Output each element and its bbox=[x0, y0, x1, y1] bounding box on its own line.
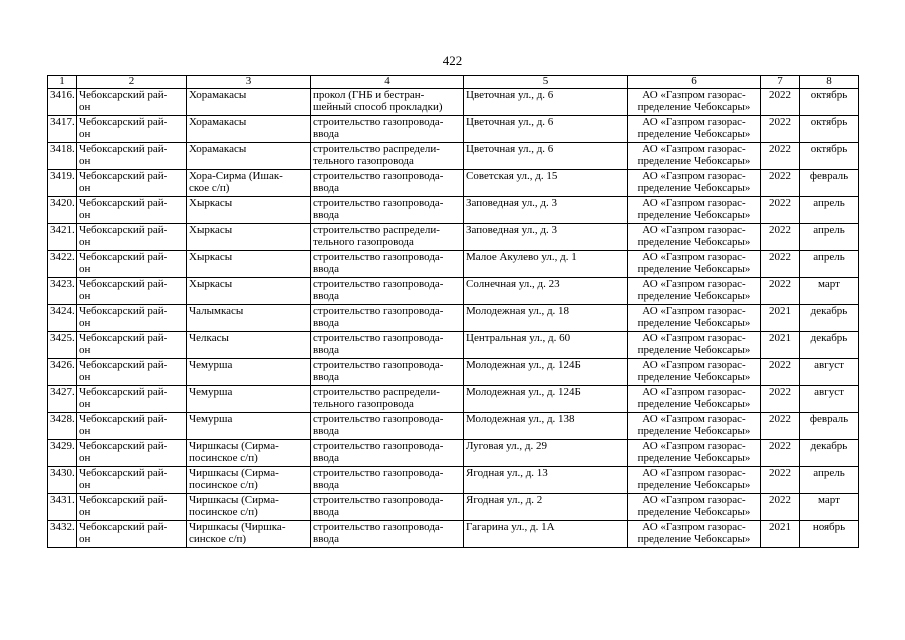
cell-line: АО «Газпром газорас- bbox=[642, 251, 746, 263]
cell-line: тельного газопровода bbox=[313, 236, 414, 248]
work-type-cell bbox=[311, 359, 464, 386]
address-cell: Солнечная ул., д. 23 bbox=[464, 278, 628, 305]
table-row bbox=[48, 116, 859, 143]
organization-cell bbox=[628, 386, 761, 413]
year-cell: 2022 bbox=[761, 386, 800, 413]
work-type-cell bbox=[311, 170, 464, 197]
district-cell bbox=[77, 521, 187, 548]
cell-line: пределение Чебоксары» bbox=[637, 155, 751, 167]
settlement-cell bbox=[187, 278, 311, 305]
district-cell bbox=[77, 89, 187, 116]
cell-line: АО «Газпром газорас- bbox=[642, 413, 746, 425]
cell-line: Чебоксарский рай- bbox=[79, 440, 168, 452]
district-cell bbox=[77, 224, 187, 251]
table-row bbox=[48, 305, 859, 332]
cell-line: Чебоксарский рай- bbox=[79, 521, 168, 533]
cell-line: АО «Газпром газорас- bbox=[642, 197, 746, 209]
work-type-cell bbox=[311, 251, 464, 278]
organization-cell bbox=[628, 521, 761, 548]
district-cell bbox=[77, 386, 187, 413]
address-cell: Ягодная ул., д. 2 bbox=[464, 494, 628, 521]
cell-line: Чебоксарский рай- bbox=[79, 467, 168, 479]
table-row bbox=[48, 494, 859, 521]
organization-cell bbox=[628, 278, 761, 305]
cell-line: Чебоксарский рай- bbox=[79, 170, 168, 182]
year-cell: 2022 bbox=[761, 143, 800, 170]
settlement-cell bbox=[187, 359, 311, 386]
cell-line: Чиршкасы (Чиршка- bbox=[189, 521, 286, 533]
cell-line: ввода bbox=[313, 182, 339, 194]
cell-line: строительство газопровода- bbox=[313, 170, 444, 182]
organization-cell bbox=[628, 359, 761, 386]
cell-line: строительство газопровода- bbox=[313, 116, 444, 128]
work-type-cell bbox=[311, 413, 464, 440]
cell-line: строительство газопровода- bbox=[313, 359, 444, 371]
row-number-cell: 3428. bbox=[48, 413, 77, 440]
address-cell: Луговая ул., д. 29 bbox=[464, 440, 628, 467]
settlement-cell bbox=[187, 386, 311, 413]
row-number-cell: 3423. bbox=[48, 278, 77, 305]
month-cell: август bbox=[800, 359, 859, 386]
cell-line: пределение Чебоксары» bbox=[637, 479, 751, 491]
row-number-cell: 3430. bbox=[48, 467, 77, 494]
row-number-cell: 3424. bbox=[48, 305, 77, 332]
cell-line: Хорамакасы bbox=[189, 143, 247, 155]
cell-line: пределение Чебоксары» bbox=[637, 533, 751, 545]
cell-line: Чебоксарский рай- bbox=[79, 251, 168, 263]
organization-cell bbox=[628, 494, 761, 521]
cell-line: Чебоксарский рай- bbox=[79, 305, 168, 317]
year-cell: 2021 bbox=[761, 521, 800, 548]
row-number-cell: 3417. bbox=[48, 116, 77, 143]
organization-cell bbox=[628, 143, 761, 170]
column-header: 4 bbox=[311, 76, 464, 89]
cell-line: АО «Газпром газорас- bbox=[642, 143, 746, 155]
settlement-cell bbox=[187, 521, 311, 548]
cell-line: он bbox=[79, 317, 91, 329]
month-cell: октябрь bbox=[800, 116, 859, 143]
cell-line: пределение Чебоксары» bbox=[637, 425, 751, 437]
cell-line: он bbox=[79, 290, 91, 302]
column-header: 1 bbox=[48, 76, 77, 89]
settlement-cell bbox=[187, 89, 311, 116]
settlement-cell bbox=[187, 170, 311, 197]
cell-line: тельного газопровода bbox=[313, 155, 414, 167]
cell-line: пределение Чебоксары» bbox=[637, 317, 751, 329]
month-cell: октябрь bbox=[800, 89, 859, 116]
address-cell: Советская ул., д. 15 bbox=[464, 170, 628, 197]
month-cell: март bbox=[800, 494, 859, 521]
cell-line: Чебоксарский рай- bbox=[79, 359, 168, 371]
cell-line: строительство газопровода- bbox=[313, 332, 444, 344]
cell-line: пределение Чебоксары» bbox=[637, 101, 751, 113]
cell-line: он bbox=[79, 128, 91, 140]
month-cell: март bbox=[800, 278, 859, 305]
organization-cell bbox=[628, 89, 761, 116]
organization-cell bbox=[628, 197, 761, 224]
address-cell: Цветочная ул., д. 6 bbox=[464, 116, 628, 143]
organization-cell bbox=[628, 224, 761, 251]
cell-line: АО «Газпром газорас- bbox=[642, 305, 746, 317]
cell-line: строительство газопровода- bbox=[313, 467, 444, 479]
work-type-cell bbox=[311, 440, 464, 467]
district-cell bbox=[77, 197, 187, 224]
work-type-cell bbox=[311, 89, 464, 116]
cell-line: АО «Газпром газорас- bbox=[642, 494, 746, 506]
district-cell bbox=[77, 278, 187, 305]
cell-line: Чебоксарский рай- bbox=[79, 224, 168, 236]
month-cell: август bbox=[800, 386, 859, 413]
cell-line: Хыркасы bbox=[189, 278, 233, 290]
cell-line: ввода bbox=[313, 425, 339, 437]
work-type-cell bbox=[311, 197, 464, 224]
column-header: 8 bbox=[800, 76, 859, 89]
cell-line: строительство газопровода- bbox=[313, 521, 444, 533]
cell-line: АО «Газпром газорас- bbox=[642, 89, 746, 101]
column-header: 6 bbox=[628, 76, 761, 89]
cell-line: Чебоксарский рай- bbox=[79, 278, 168, 290]
district-cell bbox=[77, 170, 187, 197]
month-cell: февраль bbox=[800, 413, 859, 440]
cell-line: Хыркасы bbox=[189, 224, 233, 236]
year-cell: 2022 bbox=[761, 224, 800, 251]
address-cell: Ягодная ул., д. 13 bbox=[464, 467, 628, 494]
month-cell: декабрь bbox=[800, 440, 859, 467]
year-cell: 2022 bbox=[761, 467, 800, 494]
cell-line: ввода bbox=[313, 344, 339, 356]
cell-line: ввода bbox=[313, 209, 339, 221]
cell-line: строительство распредели- bbox=[313, 386, 440, 398]
work-type-cell bbox=[311, 494, 464, 521]
cell-line: Чебоксарский рай- bbox=[79, 494, 168, 506]
row-number-cell: 3425. bbox=[48, 332, 77, 359]
cell-line: ввода bbox=[313, 452, 339, 464]
row-number-cell: 3427. bbox=[48, 386, 77, 413]
cell-line: Чемурша bbox=[189, 413, 233, 425]
cell-line: АО «Газпром газорас- bbox=[642, 521, 746, 533]
address-cell: Цветочная ул., д. 6 bbox=[464, 89, 628, 116]
organization-cell bbox=[628, 413, 761, 440]
organization-cell bbox=[628, 251, 761, 278]
table-row bbox=[48, 386, 859, 413]
settlement-cell bbox=[187, 224, 311, 251]
address-cell: Центральная ул., д. 60 bbox=[464, 332, 628, 359]
address-cell: Молодежная ул., д. 18 bbox=[464, 305, 628, 332]
cell-line: шейный способ прокладки) bbox=[313, 101, 443, 113]
settlement-cell bbox=[187, 251, 311, 278]
cell-line: Чебоксарский рай- bbox=[79, 386, 168, 398]
table-row bbox=[48, 197, 859, 224]
cell-line: Челкасы bbox=[189, 332, 229, 344]
address-cell: Молодежная ул., д. 138 bbox=[464, 413, 628, 440]
cell-line: Чемурша bbox=[189, 386, 233, 398]
cell-line: строительство газопровода- bbox=[313, 251, 444, 263]
cell-line: он bbox=[79, 371, 91, 383]
cell-line: Чебоксарский рай- bbox=[79, 89, 168, 101]
cell-line: Хыркасы bbox=[189, 251, 233, 263]
month-cell: апрель bbox=[800, 197, 859, 224]
table-row bbox=[48, 359, 859, 386]
cell-line: он bbox=[79, 506, 91, 518]
cell-line: Хыркасы bbox=[189, 197, 233, 209]
district-cell bbox=[77, 251, 187, 278]
district-cell bbox=[77, 116, 187, 143]
address-cell: Малое Акулево ул., д. 1 bbox=[464, 251, 628, 278]
table-row bbox=[48, 89, 859, 116]
table-row bbox=[48, 224, 859, 251]
district-cell bbox=[77, 305, 187, 332]
row-number-cell: 3431. bbox=[48, 494, 77, 521]
cell-line: Чебоксарский рай- bbox=[79, 116, 168, 128]
cell-line: строительство газопровода- bbox=[313, 440, 444, 452]
year-cell: 2022 bbox=[761, 116, 800, 143]
cell-line: Чебоксарский рай- bbox=[79, 143, 168, 155]
data-table bbox=[47, 75, 859, 548]
district-cell bbox=[77, 413, 187, 440]
district-cell bbox=[77, 143, 187, 170]
settlement-cell bbox=[187, 413, 311, 440]
cell-line: ввода bbox=[313, 371, 339, 383]
table-row bbox=[48, 521, 859, 548]
cell-line: АО «Газпром газорас- bbox=[642, 332, 746, 344]
cell-line: ввода bbox=[313, 533, 339, 545]
row-number-cell: 3432. bbox=[48, 521, 77, 548]
cell-line: посинское с/п) bbox=[189, 506, 258, 518]
year-cell: 2022 bbox=[761, 197, 800, 224]
table-row bbox=[48, 143, 859, 170]
work-type-cell bbox=[311, 467, 464, 494]
table-row bbox=[48, 332, 859, 359]
year-cell: 2021 bbox=[761, 305, 800, 332]
year-cell: 2022 bbox=[761, 359, 800, 386]
district-cell bbox=[77, 467, 187, 494]
district-cell bbox=[77, 494, 187, 521]
cell-line: посинское с/п) bbox=[189, 479, 258, 491]
work-type-cell bbox=[311, 332, 464, 359]
cell-line: АО «Газпром газорас- bbox=[642, 440, 746, 452]
row-number-cell: 3422. bbox=[48, 251, 77, 278]
month-cell: февраль bbox=[800, 170, 859, 197]
address-cell: Заповедная ул., д. 3 bbox=[464, 197, 628, 224]
cell-line: он bbox=[79, 209, 91, 221]
cell-line: он bbox=[79, 344, 91, 356]
settlement-cell bbox=[187, 116, 311, 143]
cell-line: Хорамакасы bbox=[189, 89, 247, 101]
table-header-row bbox=[48, 76, 859, 89]
row-number-cell: 3426. bbox=[48, 359, 77, 386]
cell-line: строительство газопровода- bbox=[313, 305, 444, 317]
address-cell: Молодежная ул., д. 124Б bbox=[464, 386, 628, 413]
cell-line: пределение Чебоксары» bbox=[637, 263, 751, 275]
cell-line: он bbox=[79, 425, 91, 437]
district-cell bbox=[77, 332, 187, 359]
organization-cell bbox=[628, 440, 761, 467]
table-row bbox=[48, 440, 859, 467]
table-row bbox=[48, 278, 859, 305]
month-cell: ноябрь bbox=[800, 521, 859, 548]
year-cell: 2022 bbox=[761, 170, 800, 197]
month-cell: апрель bbox=[800, 467, 859, 494]
cell-line: пределение Чебоксары» bbox=[637, 236, 751, 248]
row-number-cell: 3416. bbox=[48, 89, 77, 116]
work-type-cell bbox=[311, 305, 464, 332]
year-cell: 2022 bbox=[761, 278, 800, 305]
settlement-cell bbox=[187, 440, 311, 467]
settlement-cell bbox=[187, 332, 311, 359]
cell-line: АО «Газпром газорас- bbox=[642, 116, 746, 128]
cell-line: ввода bbox=[313, 479, 339, 491]
row-number-cell: 3421. bbox=[48, 224, 77, 251]
cell-line: ввода bbox=[313, 290, 339, 302]
cell-line: ввода bbox=[313, 506, 339, 518]
cell-line: Чиршкасы (Сирма- bbox=[189, 494, 279, 506]
table-row bbox=[48, 251, 859, 278]
work-type-cell bbox=[311, 224, 464, 251]
district-cell bbox=[77, 440, 187, 467]
cell-line: он bbox=[79, 263, 91, 275]
table-row bbox=[48, 413, 859, 440]
month-cell: декабрь bbox=[800, 332, 859, 359]
table-row bbox=[48, 467, 859, 494]
cell-line: он bbox=[79, 452, 91, 464]
organization-cell bbox=[628, 305, 761, 332]
cell-line: АО «Газпром газорас- bbox=[642, 170, 746, 182]
cell-line: ввода bbox=[313, 263, 339, 275]
organization-cell bbox=[628, 467, 761, 494]
cell-line: пределение Чебоксары» bbox=[637, 506, 751, 518]
cell-line: он bbox=[79, 533, 91, 545]
cell-line: он bbox=[79, 236, 91, 248]
year-cell: 2022 bbox=[761, 494, 800, 521]
cell-line: он bbox=[79, 155, 91, 167]
cell-line: Чемурша bbox=[189, 359, 233, 371]
year-cell: 2021 bbox=[761, 332, 800, 359]
address-cell: Заповедная ул., д. 3 bbox=[464, 224, 628, 251]
cell-line: АО «Газпром газорас- bbox=[642, 224, 746, 236]
cell-line: Чебоксарский рай- bbox=[79, 197, 168, 209]
cell-line: Чиршкасы (Сирма- bbox=[189, 467, 279, 479]
cell-line: АО «Газпром газорас- bbox=[642, 467, 746, 479]
column-header: 2 bbox=[77, 76, 187, 89]
cell-line: посинское с/п) bbox=[189, 452, 258, 464]
district-cell bbox=[77, 359, 187, 386]
address-cell: Молодежная ул., д. 124Б bbox=[464, 359, 628, 386]
cell-line: ское с/п) bbox=[189, 182, 230, 194]
cell-line: синское с/п) bbox=[189, 533, 247, 545]
cell-line: пределение Чебоксары» bbox=[637, 128, 751, 140]
cell-line: ввода bbox=[313, 317, 339, 329]
cell-line: он bbox=[79, 101, 91, 113]
cell-line: строительство газопровода- bbox=[313, 278, 444, 290]
column-header: 7 bbox=[761, 76, 800, 89]
month-cell: октябрь bbox=[800, 143, 859, 170]
settlement-cell bbox=[187, 467, 311, 494]
cell-line: Чиршкасы (Сирма- bbox=[189, 440, 279, 452]
table-row bbox=[48, 170, 859, 197]
month-cell: апрель bbox=[800, 251, 859, 278]
column-header: 3 bbox=[187, 76, 311, 89]
cell-line: пределение Чебоксары» bbox=[637, 344, 751, 356]
cell-line: АО «Газпром газорас- bbox=[642, 359, 746, 371]
year-cell: 2022 bbox=[761, 89, 800, 116]
settlement-cell bbox=[187, 494, 311, 521]
cell-line: пределение Чебоксары» bbox=[637, 290, 751, 302]
cell-line: ввода bbox=[313, 128, 339, 140]
cell-line: пределение Чебоксары» bbox=[637, 209, 751, 221]
cell-line: тельного газопровода bbox=[313, 398, 414, 410]
work-type-cell bbox=[311, 386, 464, 413]
address-cell: Гагарина ул., д. 1А bbox=[464, 521, 628, 548]
cell-line: строительство газопровода- bbox=[313, 494, 444, 506]
page-number: 422 bbox=[442, 53, 463, 68]
work-type-cell bbox=[311, 143, 464, 170]
month-cell: апрель bbox=[800, 224, 859, 251]
cell-line: прокол (ГНБ и бестран- bbox=[313, 89, 425, 101]
settlement-cell bbox=[187, 143, 311, 170]
cell-line: он bbox=[79, 182, 91, 194]
work-type-cell bbox=[311, 116, 464, 143]
row-number-cell: 3420. bbox=[48, 197, 77, 224]
cell-line: строительство газопровода- bbox=[313, 197, 444, 209]
work-type-cell bbox=[311, 521, 464, 548]
address-cell: Цветочная ул., д. 6 bbox=[464, 143, 628, 170]
organization-cell bbox=[628, 116, 761, 143]
cell-line: пределение Чебоксары» bbox=[637, 452, 751, 464]
cell-line: Чебоксарский рай- bbox=[79, 413, 168, 425]
cell-line: Чебоксарский рай- bbox=[79, 332, 168, 344]
year-cell: 2022 bbox=[761, 413, 800, 440]
cell-line: строительство газопровода- bbox=[313, 413, 444, 425]
column-header: 5 bbox=[464, 76, 628, 89]
cell-line: пределение Чебоксары» bbox=[637, 182, 751, 194]
year-cell: 2022 bbox=[761, 251, 800, 278]
cell-line: пределение Чебоксары» bbox=[637, 371, 751, 383]
row-number-cell: 3419. bbox=[48, 170, 77, 197]
row-number-cell: 3418. bbox=[48, 143, 77, 170]
year-cell: 2022 bbox=[761, 440, 800, 467]
cell-line: он bbox=[79, 398, 91, 410]
cell-line: строительство распредели- bbox=[313, 224, 440, 236]
organization-cell bbox=[628, 170, 761, 197]
cell-line: строительство распредели- bbox=[313, 143, 440, 155]
settlement-cell bbox=[187, 197, 311, 224]
cell-line: Чалымкасы bbox=[189, 305, 244, 317]
month-cell: декабрь bbox=[800, 305, 859, 332]
cell-line: пределение Чебоксары» bbox=[637, 398, 751, 410]
work-type-cell bbox=[311, 278, 464, 305]
cell-line: он bbox=[79, 479, 91, 491]
row-number-cell: 3429. bbox=[48, 440, 77, 467]
organization-cell bbox=[628, 332, 761, 359]
settlement-cell bbox=[187, 305, 311, 332]
cell-line: Хора-Сирма (Ишак- bbox=[189, 170, 283, 182]
cell-line: АО «Газпром газорас- bbox=[642, 386, 746, 398]
cell-line: Хорамакасы bbox=[189, 116, 247, 128]
cell-line: АО «Газпром газорас- bbox=[642, 278, 746, 290]
